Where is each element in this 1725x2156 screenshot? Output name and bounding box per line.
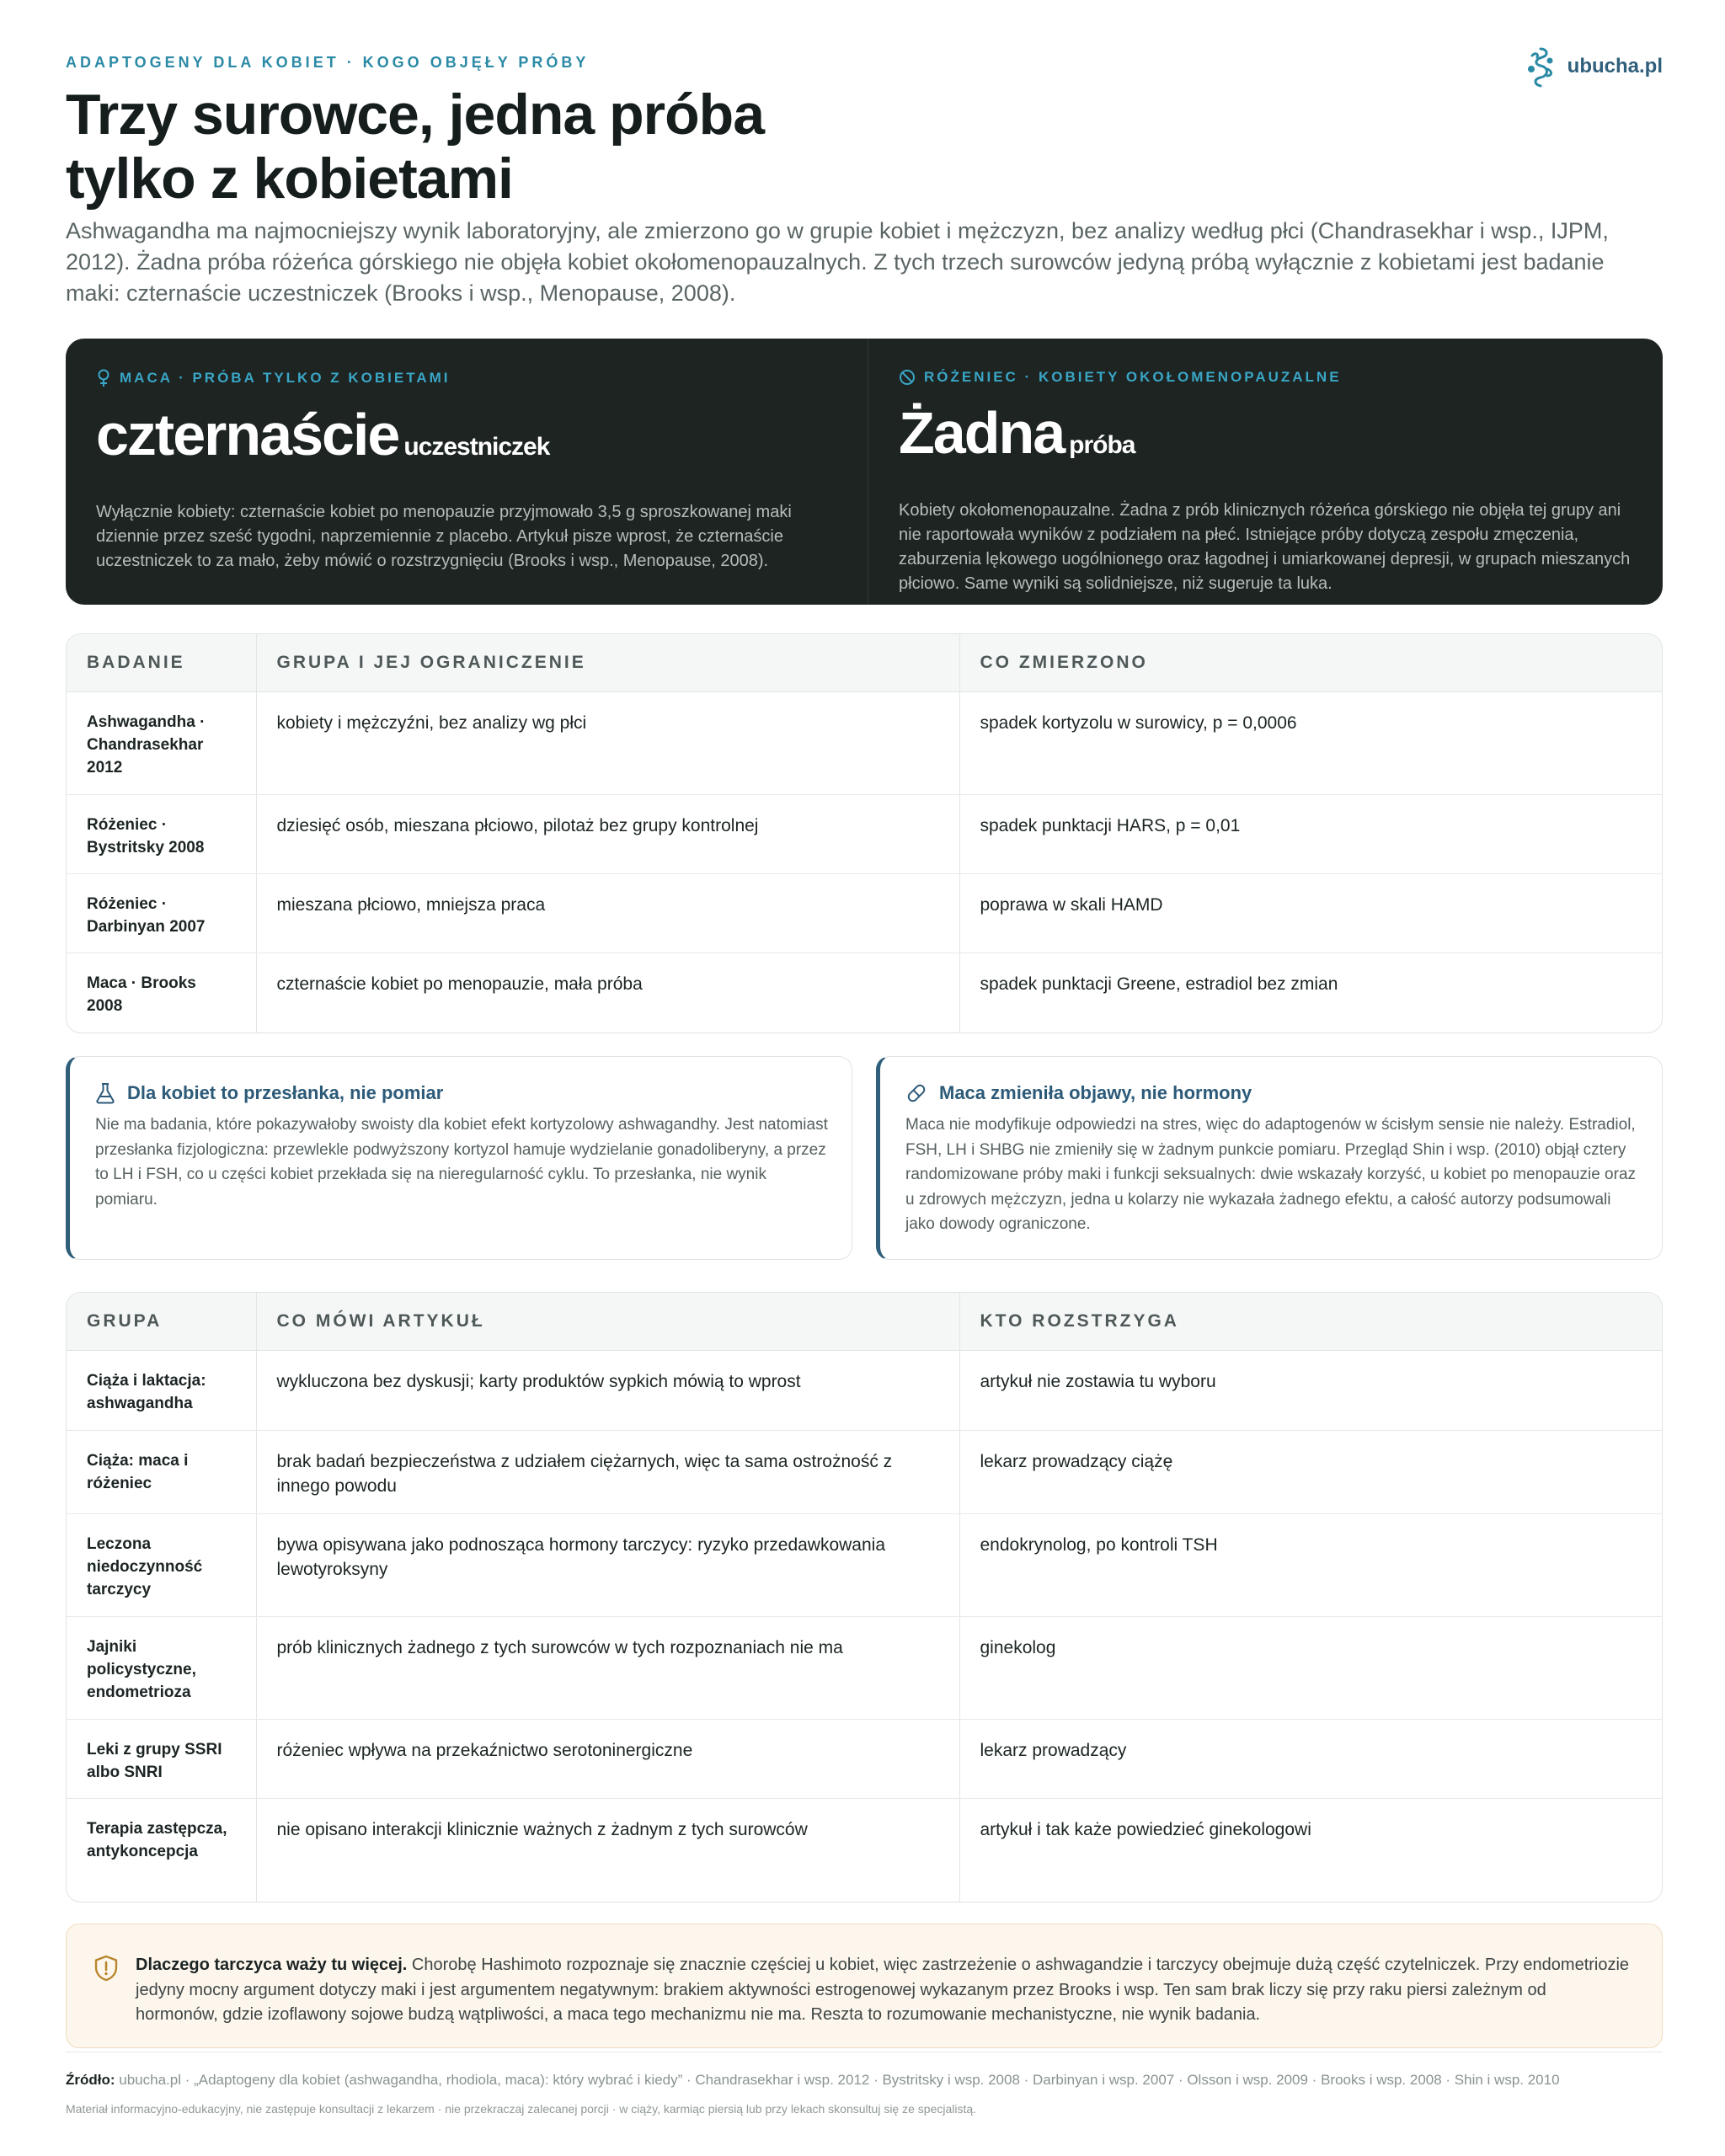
hero-unit: uczestniczek [403, 433, 550, 461]
hero-tag [96, 369, 837, 387]
card-title-text: Maca zmieniła objawy, nie hormony [939, 1082, 1252, 1103]
table-header-row [67, 634, 1662, 692]
brand-logo[interactable] [1524, 44, 1663, 89]
table-row [67, 1514, 1662, 1617]
column-header: KTO ROZSTRZYGA [959, 1293, 1662, 1351]
cell-article: prób klinicznych żadnego z tych surowców w tych rozpoznaniach nie ma [256, 1617, 959, 1720]
thyroid-warning [66, 1924, 1663, 2048]
cell-group: Leczona niedoczynność tarczycy [67, 1514, 256, 1617]
cell-group: dziesięć osób, mieszana płciowo, pilotaż bez grupy kontrolnej [256, 795, 959, 874]
cell-article: różeniec wpływa na przekaźnictwo serotoninergiczne [256, 1720, 959, 1799]
cell-decides: artykuł nie zostawia tu wyboru [959, 1351, 1662, 1431]
cell-measured: spadek punktacji Greene, estradiol bez zmian [959, 953, 1662, 1033]
table-row [67, 953, 1662, 1033]
column-header: BADANIE [67, 634, 256, 692]
cell-article: wykluczona bez dyskusji; karty produktów sypkich mówią to wprost [256, 1351, 959, 1431]
cell-decides: artykuł i tak każe powiedzieć ginekologowi [959, 1799, 1662, 1902]
column-header: GRUPA [67, 1293, 256, 1351]
table-row [67, 795, 1662, 874]
hero-tag [899, 369, 1640, 386]
hero-value [899, 399, 1640, 483]
prohibited-icon [899, 369, 916, 386]
cell-article: brak badań bezpieczeństwa z udziałem ciężarnych, więc ta sama ostrożność z innego powodu [256, 1431, 959, 1514]
cell-article: bywa opisywana jako podnosząca hormony tarczycy: ryzyko przedawkowania lewotyroksyny [256, 1514, 959, 1617]
cell-group: Terapia zastępcza, antykoncepcja [87, 1820, 227, 1860]
cell-group: Ciąża: maca i różeniec [67, 1431, 256, 1514]
source-text: ubucha.pl · „Adaptogeny dla kobiet (ashwagandha, rhodiola, maca): który wybrać i kiedy” · Chandrasekhar i wsp. 2012 · Bystritsky i wsp. 2008 · Darbinyan i wsp. 2007 · Olsson i wsp. 2009 · Brooks i wsp. 2008 · Shin i wsp. 2010 [115, 2072, 1560, 2088]
cell-decides: lekarz prowadzący [959, 1720, 1662, 1799]
hero-description: Kobiety okołomenopauzalne. Żadna z prób klinicznych różeńca górskiego nie objęła tej grupy ani nie raportowała wyników z podziałem na płeć. Istniejące próby dotyczą zespołu zmęczenia, zaburzenia lękowego uogólnionego oraz łagodnej i umiarkowanej depresji, w grupach mieszanych płciowo. Same wyniki są solidniejsze, niż sugeruje ta luka. [899, 501, 1631, 593]
cell-study: Różeniec · Bystritsky 2008 [67, 795, 256, 874]
hero-panel [66, 339, 1663, 605]
flask-icon [95, 1082, 115, 1104]
table-row [67, 874, 1662, 953]
card-title-text: Dla kobiet to przesłanka, nie pomiar [127, 1082, 444, 1103]
column-header: CO ZMIERZONO [959, 634, 1662, 692]
title-line-2: tylko z kobietami [66, 147, 513, 211]
hero-description: Wyłącznie kobiety: czternaście kobiet po menopauzie przyjmowało 3,5 g sproszkowanej maki dziennie przez sześć tygodni, naprzemiennie z placebo. Artykuł pisze wprost, że czternaście uczestniczek to za mało, żeby mówić o rozstrzygnięciu (Brooks i wsp., Menopause, 2008). [96, 503, 792, 570]
hero-unit: próba [1069, 431, 1135, 459]
card-body: Maca nie modyfikuje odpowiedzi na stres, więc do adaptogenów w ścisłym sensie nie należy. Estradiol, FSH, LH i SHBG nie zmieniły się w żadnym punkcie pomiaru. Przegląd Shin i wsp. (2010) objął cztery randomizowane próby maki i funkcji seksualnych: dwie wskazały korzyść, u kobiet po menopauzie oraz u zdrowych mężczyzn, jedna u kolarzy nie wykazała żadnego efektu, a całość autorzy podsumowali jako dowody ograniczone. [905, 1116, 1637, 1233]
ubucha-logo-icon [1524, 44, 1557, 89]
warning-body: Chorobę Hashimoto rozpoznaje się znacznie częściej u kobiet, więc zastrzeżenie o ashwagandzie i tarczycy obejmuje dużą część czytelniczek. Przy endometriozie jedyny mocny argument dotyczy maki i jest argumentem negatywnym: brakiem aktywności estrogenowej wykazanym przez Brooks i wsp. Ten sam brak liczy się przy raku piersi zależnym od hormonów, gdzie izoflawony sojowe budzą wątpliwości, a maca tego mechanizmu nie ma. Reszta to rozumowanie mechanistyczne, nie wynik badania. [136, 1956, 1630, 2024]
hero-tag-label: MACA · PRÓBA TYLKO Z KOBIETAMI [120, 370, 451, 386]
hero-number: czternaście [96, 402, 399, 467]
eyebrow: ADAPTOGENY DLA KOBIET · KOGO OBJĘŁY PRÓBY [66, 54, 590, 71]
hero-tag-label: RÓŻENIEC · KOBIETY OKOŁOMENOPAUZALNE [924, 369, 1342, 385]
cell-group: czternaście kobiet po menopauzie, mała próba [256, 953, 959, 1033]
title-line-1: Trzy surowce, jedna próba [66, 83, 765, 147]
warning-text [136, 1953, 1632, 2028]
source-line [66, 2072, 1560, 2089]
page-title [66, 83, 764, 211]
hero-number: Żadna [899, 400, 1065, 466]
table-row [67, 1799, 1662, 1902]
cell-article: nie opisano interakcji klinicznie ważnych z żadnym z tych surowców [256, 1799, 959, 1902]
cell-decides: endokrynolog, po kontroli TSH [959, 1514, 1662, 1617]
cell-measured: spadek kortyzolu w surowicy, p = 0,0006 [959, 692, 1662, 795]
warning-lead: Dlaczego tarczyca waży tu więcej. [136, 1956, 408, 1974]
table-row [67, 1431, 1662, 1514]
cell-decides: ginekolog [959, 1617, 1662, 1720]
card-title [905, 1082, 1638, 1104]
hero-maca [66, 339, 868, 605]
lead-paragraph: Ashwagandha ma najmocniejszy wynik laboratoryjny, ale zmierzono go w grupie kobiet i mężczyzn, bez analizy według płci (Chandrasekhar i wsp., IJPM, 2012). Żadna próba różeńca górskiego nie objęła kobiet okołomenopauzalnych. Z tych trzech surowców jedyną próbą wyłącznie z kobietami jest badanie maki: czternaście uczestniczek (Brooks i wsp., Menopause, 2008). [66, 218, 1609, 306]
groups-table [66, 1292, 1663, 1903]
table-row [67, 692, 1662, 795]
cell-group: Jajniki policystyczne, endometrioza [67, 1617, 256, 1720]
cell-group: kobiety i mężczyźni, bez analizy wg płci [256, 692, 959, 795]
cell-measured: poprawa w skali HAMD [959, 874, 1662, 953]
table-row [67, 1351, 1662, 1431]
card-body: Nie ma badania, które pokazywałoby swoisty dla kobiet efekt kortyzolowy ashwagandhy. Jest natomiast przesłanka fizjologiczna: przewlekle podwyższony kortyzol hamuje wydzielanie gonadoliberyny, a przez to LH i FSH, co u części kobiet przekłada się na nieregularność cyklu. To przesłanka, nie wynik pomiaru. [95, 1116, 828, 1209]
table-row [67, 1720, 1662, 1799]
table-header-row [67, 1293, 1662, 1351]
cell-group: Ciąża i laktacja: ashwagandha [67, 1351, 256, 1431]
info-card-cortisol [66, 1056, 852, 1260]
table-row [67, 1617, 1662, 1720]
pill-icon [905, 1082, 927, 1104]
female-icon [96, 369, 111, 387]
info-card-maca [876, 1056, 1663, 1260]
shield-alert-icon [93, 1955, 119, 1982]
cell-study: Maca · Brooks 2008 [87, 974, 196, 1015]
cell-study: Różeniec · Darbinyan 2007 [67, 874, 256, 953]
cell-decides: lekarz prowadzący ciążę [959, 1431, 1662, 1514]
cell-group: mieszana płciowo, mniejsza praca [256, 874, 959, 953]
brand-name: ubucha.pl [1567, 55, 1663, 77]
studies-table [66, 633, 1663, 1033]
hero-rozeniec [868, 339, 1663, 605]
column-header: CO MÓWI ARTYKUŁ [256, 1293, 959, 1351]
disclaimer: Materiał informacyjno-edukacyjny, nie zastępuje konsultacji z lekarzem · nie przekraczaj zalecanej porcji · w ciąży, karmiąc piersią lub przy lekach skonsultuj się ze specjalistą. [66, 2102, 977, 2116]
column-header: GRUPA I JEJ OGRANICZENIE [256, 634, 959, 692]
hero-value [96, 401, 837, 485]
cell-group: Leki z grupy SSRI albo SNRI [67, 1720, 256, 1799]
card-title [95, 1082, 828, 1104]
source-label: Źródło: [66, 2072, 115, 2088]
cell-measured: spadek punktacji HARS, p = 0,01 [959, 795, 1662, 874]
cell-study: Ashwagandha · Chandrasekhar 2012 [67, 692, 256, 795]
